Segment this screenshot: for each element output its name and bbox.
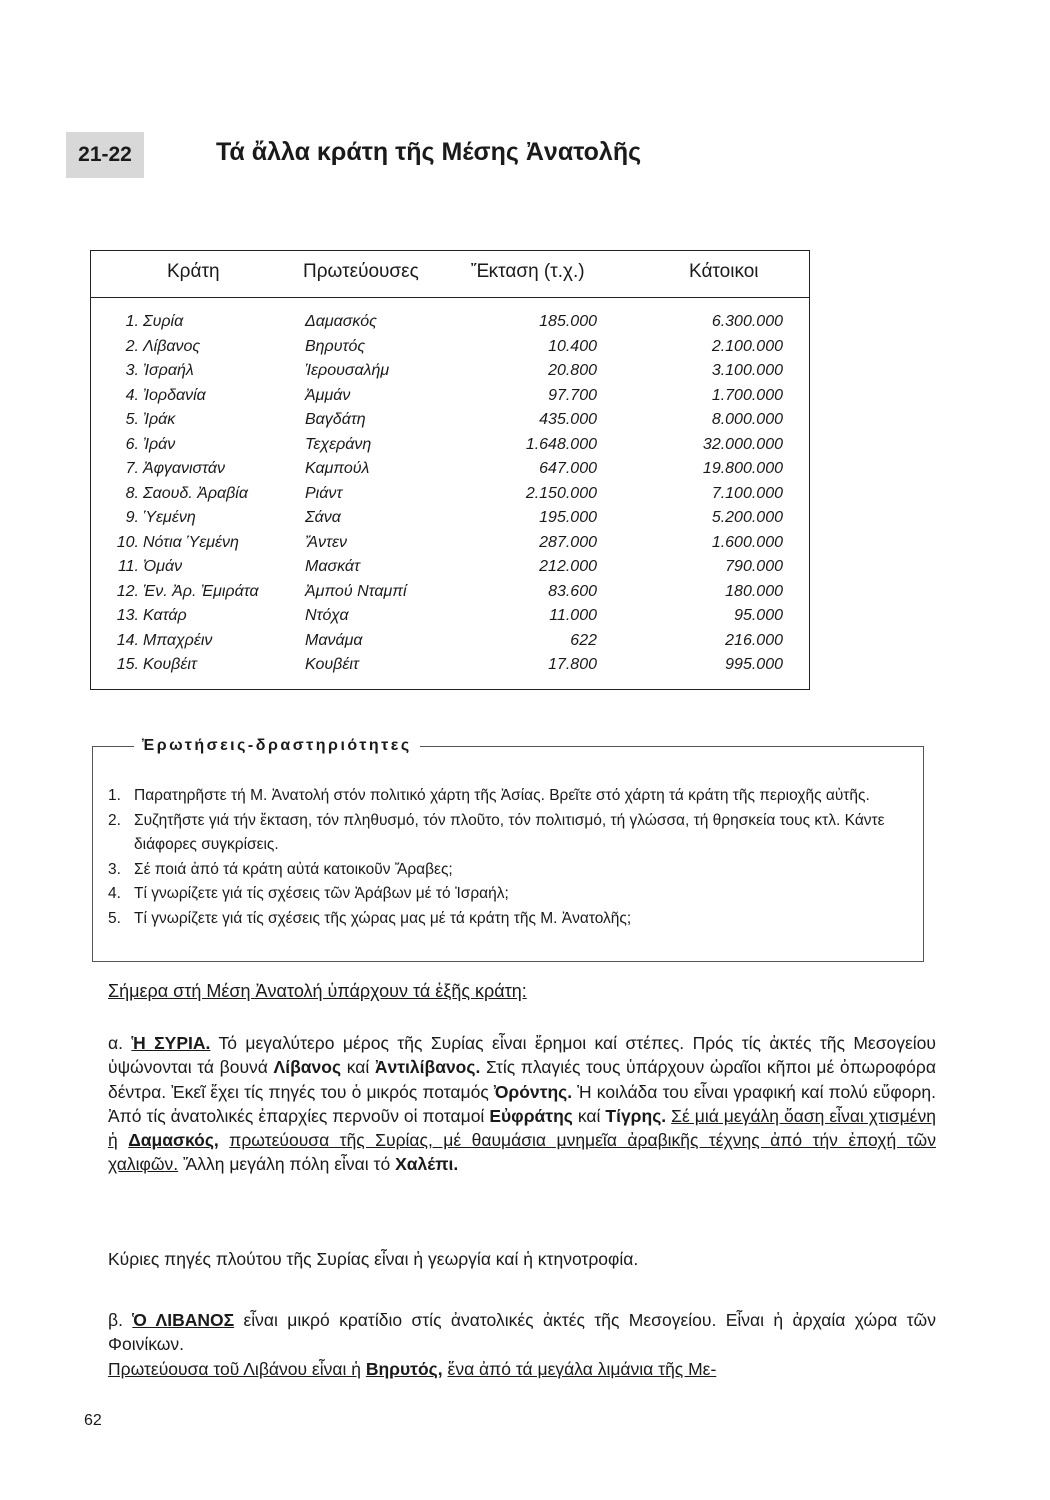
table-row bbox=[91, 656, 809, 681]
text-underlined: Σέ μιά μεγάλη ὄαση εἶναι χτισμένη ἡ bbox=[108, 1105, 936, 1151]
row-number: 6. bbox=[125, 435, 139, 453]
column-header-states: Κράτη bbox=[167, 261, 220, 282]
state-name: Ἀφγανιστάν bbox=[143, 460, 226, 477]
questions-list bbox=[108, 784, 908, 931]
population-value: 995.000 bbox=[725, 656, 783, 673]
intro-sentence: Σήμερα στή Μέση Ἀνατολή ὑπάρχουν τά ἑξῆς κράτη: bbox=[108, 981, 527, 1001]
section-syria bbox=[108, 1031, 936, 1177]
population-value: 2.100.000 bbox=[711, 337, 783, 355]
area-value: 83.600 bbox=[548, 582, 597, 600]
table-row bbox=[91, 632, 809, 657]
row-number: 11. bbox=[117, 558, 139, 575]
text: εἶναι μικρό κρατίδιο στίς ἀνατολικές ἀκτές τῆς Μεσογείου. Εἶναι ἡ ἀρχαία χώρα τῶν Φοινίκων. bbox=[108, 1310, 936, 1355]
capital-name: Ριάντ bbox=[305, 484, 343, 502]
section-heading-syria: Ἡ ΣΥΡΙΑ. bbox=[131, 1033, 211, 1053]
table-header-row bbox=[91, 251, 809, 298]
table-row bbox=[91, 534, 809, 559]
table-row bbox=[91, 338, 809, 363]
row-number: 1. bbox=[125, 313, 139, 330]
area-value: 435.000 bbox=[539, 411, 597, 428]
states-table bbox=[90, 250, 810, 690]
state-name: Νότια Ὑεμένη bbox=[143, 533, 239, 551]
capital-name: Μανάμα bbox=[305, 631, 363, 649]
area-value: 20.800 bbox=[548, 362, 597, 379]
table-row bbox=[91, 583, 809, 608]
column-header-capitals: Πρωτεύουσες bbox=[303, 261, 419, 282]
text: καί bbox=[577, 1105, 601, 1126]
capital-name: Δαμασκός bbox=[305, 313, 377, 330]
questions-heading: Ἐρωτήσεις-δραστηριότητες bbox=[134, 737, 420, 755]
text: Στίς πλαγιές τους ὑπάρχουν ὡραῖοι κῆποι μέ ὀπωροφόρα δέντρα. Ἐκεῖ ἔχει τίς πηγές του ὁ μικρός ποταμός bbox=[108, 1057, 936, 1102]
state-name: Ἰσραήλ bbox=[143, 362, 194, 379]
row-number: 14. bbox=[116, 631, 139, 649]
question-number: 5. bbox=[108, 909, 121, 927]
table-row bbox=[91, 387, 809, 412]
population-value: 32.000.000 bbox=[702, 435, 783, 453]
question-text: Συζητῆστε γιά τήν ἔκταση, τόν πληθυσμό, τόν πλοῦτο, τόν πολιτισμό, τή γλώσσα, τή θρησκεία τους κτλ. Κάντε διάφορες συγκρίσεις. bbox=[134, 811, 885, 853]
column-header-population: Κάτοικοι bbox=[689, 261, 759, 282]
row-number: 15. bbox=[116, 656, 139, 673]
bold-term: Τίγρης. bbox=[605, 1105, 667, 1126]
section-marker: β. bbox=[108, 1310, 123, 1330]
population-value: 19.800.000 bbox=[702, 460, 783, 477]
section-marker: α. bbox=[108, 1033, 123, 1053]
capital-name: Ἀμπού Νταμπί bbox=[305, 582, 407, 600]
question-number: 4. bbox=[108, 885, 121, 902]
state-name: Ἰορδανία bbox=[143, 386, 206, 404]
bold-term: Εὐφράτης bbox=[489, 1105, 573, 1126]
table-row bbox=[91, 313, 809, 338]
state-name: Μπαχρέιν bbox=[143, 631, 213, 649]
question-number: 1. bbox=[108, 787, 121, 804]
area-value: 11.000 bbox=[549, 607, 597, 624]
row-number: 8. bbox=[125, 484, 139, 502]
capital-name: Ἄντεν bbox=[305, 533, 348, 551]
row-number: 3. bbox=[125, 362, 139, 379]
bold-term: Δαμασκός, bbox=[128, 1130, 219, 1151]
table-row bbox=[91, 436, 809, 461]
area-value: 97.700 bbox=[548, 386, 597, 404]
state-name: Συρία bbox=[143, 313, 184, 330]
capital-name: Βηρυτός bbox=[305, 337, 366, 355]
state-name: Ἰράν bbox=[143, 435, 176, 453]
section-syria-wealth: Κύριες πηγές πλούτου τῆς Συρίας εἶναι ἡ γεωργία καί ἡ κτηνοτροφία. bbox=[108, 1249, 639, 1269]
question-item bbox=[108, 858, 908, 883]
text: Τό μεγαλύτερο μέρος τῆς Συρίας εἶναι ἔρημοι καί στέπες. Πρός τίς ἀκτές τῆς Μεσογείου ὑψώνονται τά βουνά bbox=[108, 1033, 936, 1078]
area-value: 287.000 bbox=[539, 533, 597, 551]
area-value: 2.150.000 bbox=[525, 484, 597, 502]
population-value: 8.000.000 bbox=[711, 411, 783, 428]
capital-name: Καμπούλ bbox=[305, 460, 370, 477]
text-underlined: πρωτεύουσα τῆς Συρίας, μέ θαυμάσια μνημεῖα ἀραβικῆς τέχνης ἀπό τήν ἐποχή τῶν χαλιφῶν. bbox=[108, 1130, 936, 1175]
row-number: 5. bbox=[125, 411, 139, 428]
question-number: 3. bbox=[108, 860, 121, 878]
row-number: 9. bbox=[125, 509, 139, 526]
table-row bbox=[91, 558, 809, 583]
row-number: 2. bbox=[125, 337, 139, 355]
capital-name: Ἀμμάν bbox=[305, 386, 351, 404]
bold-term: Ἀντιλίβανος. bbox=[374, 1057, 481, 1078]
area-value: 195.000 bbox=[539, 509, 597, 526]
table-row bbox=[91, 362, 809, 387]
area-value: 622 bbox=[570, 631, 597, 649]
state-name: Κατάρ bbox=[143, 607, 187, 624]
row-number: 4. bbox=[125, 386, 139, 404]
state-name: Ὀμάν bbox=[143, 558, 183, 575]
text-underlined: ἕνα ἀπό τά μεγάλα λιμάνια τῆς Με- bbox=[447, 1358, 717, 1379]
capital-name: Τεχεράνη bbox=[305, 435, 372, 453]
state-name: Κουβέιτ bbox=[143, 656, 197, 673]
area-value: 185.000 bbox=[539, 313, 597, 330]
table-row bbox=[91, 460, 809, 485]
row-number: 13. bbox=[116, 607, 139, 624]
question-item bbox=[108, 907, 908, 932]
state-name: Ἰράκ bbox=[143, 411, 176, 428]
row-number: 7. bbox=[125, 460, 139, 477]
area-value: 212.000 bbox=[539, 558, 597, 575]
capital-name: Ντόχα bbox=[305, 607, 349, 624]
lesson-number-badge: 21-22 bbox=[66, 132, 144, 178]
area-value: 647.000 bbox=[539, 460, 597, 477]
table-row bbox=[91, 485, 809, 510]
capital-name: Σάνα bbox=[305, 509, 341, 526]
population-value: 216.000 bbox=[725, 631, 783, 649]
state-name: Ἑν. Ἀρ. Ἐμιράτα bbox=[143, 582, 259, 600]
lesson-title: Τά ἄλλα κράτη τῆς Μέσης Ἀνατολῆς bbox=[216, 138, 642, 166]
question-text: Τί γνωρίζετε γιά τίς σχέσεις τῶν Ἀράβων μέ τό Ἰσραήλ; bbox=[134, 885, 509, 902]
section-heading-lebanon: Ὁ ΛΙΒΑΝΟΣ bbox=[132, 1310, 235, 1330]
question-number: 2. bbox=[108, 811, 121, 829]
table-row bbox=[91, 509, 809, 534]
question-text: Τί γνωρίζετε γιά τίς σχέσεις τῆς χώρας μας μέ τά κράτη τῆς Μ. Ἀνατολῆς; bbox=[134, 909, 632, 927]
bold-term: Ὀρόντης. bbox=[493, 1081, 573, 1102]
capital-name: Ἱερουσαλήμ bbox=[305, 362, 390, 379]
population-value: 180.000 bbox=[725, 582, 783, 600]
page-number: 62 bbox=[84, 1412, 102, 1429]
population-value: 790.000 bbox=[725, 558, 783, 575]
area-value: 1.648.000 bbox=[525, 435, 597, 453]
capital-name: Βαγδάτη bbox=[305, 411, 366, 428]
area-value: 17.800 bbox=[548, 656, 597, 673]
table-row bbox=[91, 411, 809, 436]
state-name: Σαουδ. Ἀραβία bbox=[143, 484, 248, 502]
question-item bbox=[108, 809, 908, 858]
population-value: 6.300.000 bbox=[711, 313, 783, 330]
row-number: 10. bbox=[116, 533, 139, 551]
text: καί bbox=[346, 1057, 370, 1078]
table-row bbox=[91, 607, 809, 632]
column-header-area: Ἔκταση (τ.χ.) bbox=[471, 261, 585, 282]
text: Ἄλλη μεγάλη πόλη εἶναι τό bbox=[182, 1154, 391, 1175]
question-text: Παρατηρῆστε τή Μ. Ἀνατολή στόν πολιτικό χάρτη τῆς Ἀσίας. Βρεῖτε στό χάρτη τά κράτη τῆς περιοχῆς αὐτῆς. bbox=[134, 787, 870, 804]
area-value: 10.400 bbox=[548, 337, 597, 355]
question-text: Σέ ποιά ἀπό τά κράτη αὐτά κατοικοῦν Ἄραβες; bbox=[134, 860, 453, 878]
population-value: 1.700.000 bbox=[711, 386, 783, 404]
state-name: Λίβανος bbox=[143, 337, 201, 355]
population-value: 3.100.000 bbox=[711, 362, 783, 379]
capital-name: Κουβέιτ bbox=[305, 656, 359, 673]
bold-term: Βηρυτός, bbox=[365, 1358, 443, 1379]
population-value: 95.000 bbox=[734, 607, 783, 624]
population-value: 5.200.000 bbox=[711, 509, 783, 526]
state-name: Ὑεμένη bbox=[143, 509, 196, 526]
population-value: 1.600.000 bbox=[711, 533, 783, 551]
row-number: 12. bbox=[116, 582, 139, 600]
section-lebanon bbox=[108, 1308, 936, 1381]
question-item bbox=[108, 882, 908, 907]
bold-term: Λίβανος bbox=[273, 1057, 342, 1078]
population-value: 7.100.000 bbox=[711, 484, 783, 502]
text: Ἡ κοιλάδα του εἶναι γραφική καί πολύ εὔφορη. Ἀπό τίς ἀνατολικές ἐπαρχίες περνοῦν οἱ ποταμοί bbox=[108, 1081, 936, 1126]
question-item bbox=[108, 784, 908, 809]
capital-name: Μασκάτ bbox=[305, 558, 361, 575]
table-body bbox=[91, 313, 809, 681]
bold-term: Χαλέπι. bbox=[395, 1154, 459, 1175]
text-underlined: Πρωτεύουσα τοῦ Λιβάνου εἶναι ἡ bbox=[108, 1358, 361, 1379]
